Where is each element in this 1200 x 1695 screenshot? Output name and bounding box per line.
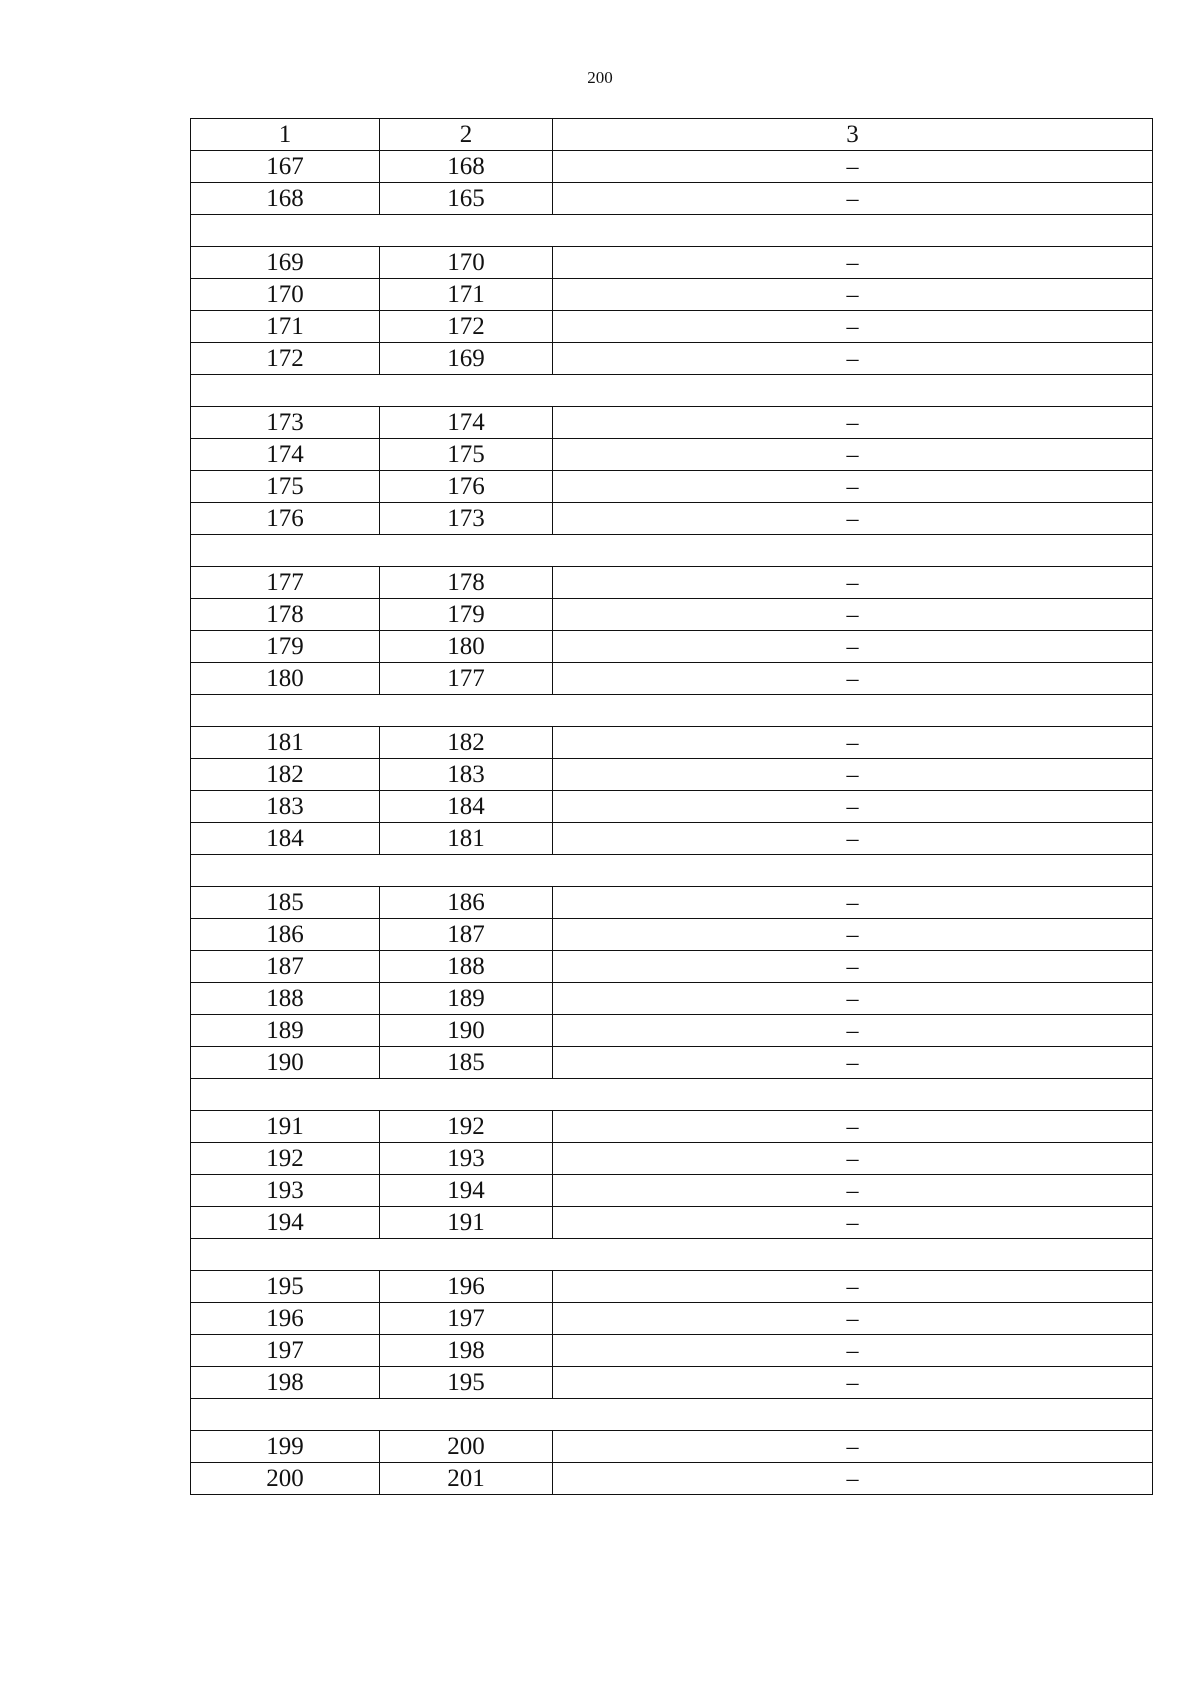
header-cell-3: 3	[553, 119, 1153, 151]
cell-col-3: –	[553, 887, 1153, 919]
cell-col-3: –	[553, 599, 1153, 631]
table-row	[191, 311, 1153, 343]
table-row	[191, 1303, 1153, 1335]
cell-col-2: 182	[380, 727, 553, 759]
table-row	[191, 407, 1153, 439]
cell-col-3: –	[553, 1111, 1153, 1143]
group-separator-cell	[191, 535, 1153, 567]
cell-col-3: –	[553, 1431, 1153, 1463]
cell-col-1: 192	[191, 1143, 380, 1175]
table-row	[191, 919, 1153, 951]
page-number: 200	[587, 68, 613, 87]
cell-col-2: 174	[380, 407, 553, 439]
table-row	[191, 823, 1153, 855]
cell-col-3: –	[553, 1015, 1153, 1047]
cell-col-3: –	[553, 343, 1153, 375]
cell-col-2: 193	[380, 1143, 553, 1175]
cell-col-1: 198	[191, 1367, 380, 1399]
cell-col-1: 171	[191, 311, 380, 343]
cell-col-2: 180	[380, 631, 553, 663]
header-cell-1: 1	[191, 119, 380, 151]
cell-col-1: 200	[191, 1463, 380, 1495]
cell-col-1: 196	[191, 1303, 380, 1335]
cell-col-2: 184	[380, 791, 553, 823]
table-row	[191, 983, 1153, 1015]
cell-col-2: 176	[380, 471, 553, 503]
group-separator-row	[191, 695, 1153, 727]
group-separator-row	[191, 1399, 1153, 1431]
cell-col-3: –	[553, 951, 1153, 983]
cell-col-3: –	[553, 1047, 1153, 1079]
cell-col-3: –	[553, 983, 1153, 1015]
table-row	[191, 343, 1153, 375]
group-separator-row	[191, 1079, 1153, 1111]
cell-col-1: 170	[191, 279, 380, 311]
table-row	[191, 247, 1153, 279]
cell-col-2: 173	[380, 503, 553, 535]
table-row	[191, 1431, 1153, 1463]
group-separator-row	[191, 375, 1153, 407]
cell-col-1: 168	[191, 183, 380, 215]
cell-col-3: –	[553, 919, 1153, 951]
cell-col-2: 177	[380, 663, 553, 695]
group-separator-row	[191, 855, 1153, 887]
cell-col-1: 184	[191, 823, 380, 855]
group-separator-cell	[191, 1399, 1153, 1431]
cell-col-3: –	[553, 823, 1153, 855]
table-row	[191, 503, 1153, 535]
cell-col-2: 181	[380, 823, 553, 855]
table-row	[191, 1207, 1153, 1239]
cell-col-2: 188	[380, 951, 553, 983]
cell-col-3: –	[553, 727, 1153, 759]
cell-col-3: –	[553, 471, 1153, 503]
cell-col-1: 185	[191, 887, 380, 919]
cell-col-3: –	[553, 1207, 1153, 1239]
cell-col-2: 178	[380, 567, 553, 599]
header-cell-2: 2	[380, 119, 553, 151]
cell-col-1: 180	[191, 663, 380, 695]
cell-col-1: 187	[191, 951, 380, 983]
group-separator-row	[191, 215, 1153, 247]
cell-col-1: 193	[191, 1175, 380, 1207]
cell-col-3: –	[553, 791, 1153, 823]
cell-col-2: 168	[380, 151, 553, 183]
cell-col-2: 179	[380, 599, 553, 631]
cell-col-1: 182	[191, 759, 380, 791]
table-row	[191, 599, 1153, 631]
cell-col-3: –	[553, 1175, 1153, 1207]
cell-col-3: –	[553, 1335, 1153, 1367]
cell-col-2: 171	[380, 279, 553, 311]
cell-col-1: 167	[191, 151, 380, 183]
cell-col-2: 197	[380, 1303, 553, 1335]
table-row	[191, 567, 1153, 599]
cell-col-2: 191	[380, 1207, 553, 1239]
cell-col-3: –	[553, 247, 1153, 279]
cell-col-3: –	[553, 183, 1153, 215]
cell-col-1: 186	[191, 919, 380, 951]
cell-col-3: –	[553, 567, 1153, 599]
table-row	[191, 1335, 1153, 1367]
group-separator-row	[191, 1239, 1153, 1271]
data-table	[190, 118, 1153, 1495]
table-row	[191, 1047, 1153, 1079]
table-row	[191, 183, 1153, 215]
table-row	[191, 439, 1153, 471]
cell-col-2: 194	[380, 1175, 553, 1207]
cell-col-3: –	[553, 663, 1153, 695]
cell-col-1: 181	[191, 727, 380, 759]
cell-col-2: 196	[380, 1271, 553, 1303]
cell-col-3: –	[553, 503, 1153, 535]
cell-col-3: –	[553, 1463, 1153, 1495]
table-row	[191, 1367, 1153, 1399]
table-row	[191, 791, 1153, 823]
cell-col-1: 175	[191, 471, 380, 503]
cell-col-2: 190	[380, 1015, 553, 1047]
cell-col-2: 195	[380, 1367, 553, 1399]
table-row	[191, 1111, 1153, 1143]
table-body	[191, 119, 1153, 1495]
table-header-row	[191, 119, 1153, 151]
cell-col-3: –	[553, 1303, 1153, 1335]
cell-col-3: –	[553, 1143, 1153, 1175]
cell-col-2: 198	[380, 1335, 553, 1367]
table-row	[191, 1143, 1153, 1175]
group-separator-cell	[191, 695, 1153, 727]
cell-col-1: 183	[191, 791, 380, 823]
cell-col-3: –	[553, 151, 1153, 183]
cell-col-3: –	[553, 311, 1153, 343]
group-separator-cell	[191, 375, 1153, 407]
cell-col-1: 173	[191, 407, 380, 439]
cell-col-1: 172	[191, 343, 380, 375]
cell-col-2: 189	[380, 983, 553, 1015]
cell-col-2: 186	[380, 887, 553, 919]
cell-col-1: 169	[191, 247, 380, 279]
cell-col-3: –	[553, 279, 1153, 311]
group-separator-cell	[191, 1239, 1153, 1271]
cell-col-1: 195	[191, 1271, 380, 1303]
table-row	[191, 1175, 1153, 1207]
cell-col-1: 178	[191, 599, 380, 631]
cell-col-1: 188	[191, 983, 380, 1015]
cell-col-1: 174	[191, 439, 380, 471]
cell-col-3: –	[553, 759, 1153, 791]
cell-col-1: 199	[191, 1431, 380, 1463]
group-separator-cell	[191, 855, 1153, 887]
cell-col-3: –	[553, 407, 1153, 439]
cell-col-2: 172	[380, 311, 553, 343]
table-row	[191, 727, 1153, 759]
cell-col-2: 169	[380, 343, 553, 375]
table-row	[191, 631, 1153, 663]
cell-col-1: 189	[191, 1015, 380, 1047]
cell-col-1: 190	[191, 1047, 380, 1079]
table-row	[191, 471, 1153, 503]
group-separator-row	[191, 535, 1153, 567]
cell-col-3: –	[553, 631, 1153, 663]
cell-col-2: 192	[380, 1111, 553, 1143]
table-row	[191, 279, 1153, 311]
cell-col-2: 200	[380, 1431, 553, 1463]
cell-col-1: 194	[191, 1207, 380, 1239]
cell-col-1: 176	[191, 503, 380, 535]
cell-col-2: 185	[380, 1047, 553, 1079]
table-row	[191, 1463, 1153, 1495]
cell-col-2: 175	[380, 439, 553, 471]
cell-col-1: 197	[191, 1335, 380, 1367]
table-row	[191, 1015, 1153, 1047]
cell-col-2: 201	[380, 1463, 553, 1495]
cell-col-3: –	[553, 1271, 1153, 1303]
table-row	[191, 663, 1153, 695]
group-separator-cell	[191, 1079, 1153, 1111]
group-separator-cell	[191, 215, 1153, 247]
cell-col-1: 191	[191, 1111, 380, 1143]
cell-col-2: 170	[380, 247, 553, 279]
table-row	[191, 951, 1153, 983]
cell-col-1: 177	[191, 567, 380, 599]
table-row	[191, 1271, 1153, 1303]
cell-col-3: –	[553, 439, 1153, 471]
table-row	[191, 887, 1153, 919]
cell-col-3: –	[553, 1367, 1153, 1399]
cell-col-2: 187	[380, 919, 553, 951]
cell-col-2: 165	[380, 183, 553, 215]
table-row	[191, 151, 1153, 183]
table-row	[191, 759, 1153, 791]
cell-col-1: 179	[191, 631, 380, 663]
cell-col-2: 183	[380, 759, 553, 791]
